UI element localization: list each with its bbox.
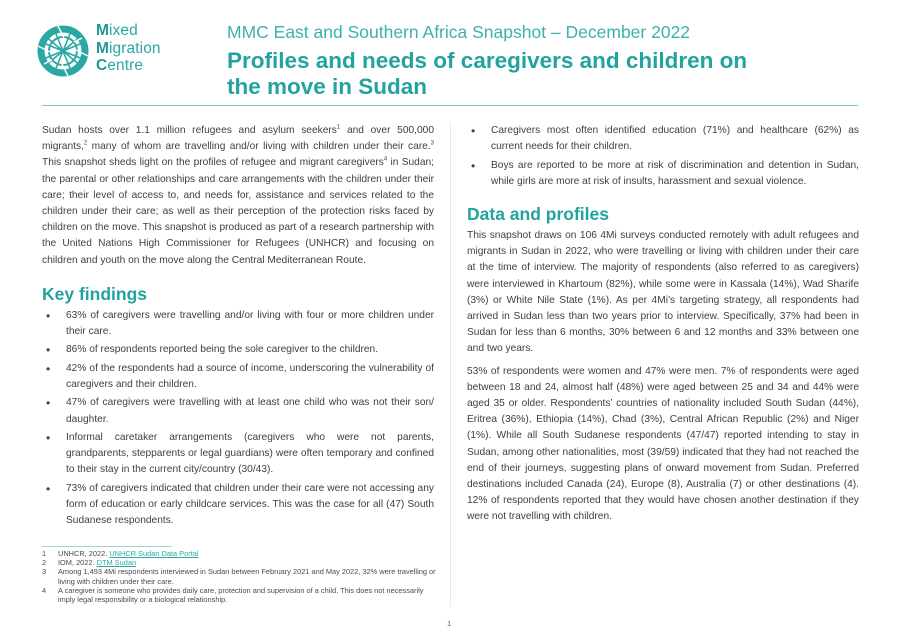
intro-text-1: Sudan hosts over 1.1 million refugees and asylum seekers [42,125,337,136]
key-findings-list [42,308,434,530]
list-item-text: 42% of the respondents had a source of income, underscoring the vulnerability of caregivers and their children. [66,362,434,391]
footnote-2 [42,558,442,567]
column-divider [450,122,451,607]
mmc-globe-logo-icon [36,24,90,78]
data-paragraph: This snapshot draws on 106 4Mi surveys conducted remotely with adult refugees and migrants in Sudan in 2022, who were travelling or living with children under their care at the time of interview. The majority of respondents (also referred to as caregivers) were interviewed in Khartoum (82%), while some were in Kassala (14%), Wad Sharife (3%) or White Nile State (1%). As per 4Mi’s targeting strategy, all respondents had arrived in Sudan less than two years prior to interview. Specifically, 37% had been in Sudan for less than 6 months, 30% between 6 and 12 months and 33% between one and two years. [467,230,859,355]
data-profiles-heading: Data and profiles [467,204,609,224]
mmc-logo [36,22,196,82]
bullet-icon: • [46,431,51,445]
bullet-icon: • [46,396,51,411]
list-item [467,158,859,190]
list-item [42,481,434,530]
footnote-text: A caregiver is someone who provides daily care, protection and supervision of a child. This does not necessarily imply legal responsibility or a biological relationship. [58,585,424,605]
list-item [42,308,434,340]
list-item-text: 63% of caregivers were travelling and/or living with four or more children under their care. [66,309,434,338]
footnote-text: Among 1,493 4Mi respondents interviewed in Sudan between February 2021 and May 2022, 32% were travelling or living with children under their care. [58,567,436,586]
intro-text-5: in Sudan; the parental or other relationships and care arrangements with the children under their care; their level of access to, and needs for, assistance and services related to the children under their care; as well as their perception of the protection risks faced by children on the move. This snapshot is produced as part of a research partnership with the United Nations High Commissioner for Refugees (UNHCR) and focusing on children and youth on the move along the Central Mediterranean Route. [42,157,434,266]
bullet-icon: • [46,308,51,323]
profiles-paragraph: 53% of respondents were women and 47% were men. 7% of respondents were aged between 18 and 24, almost half (48%) were aged between 25 and 34 and 44% were aged 35 or older. Respondents’ countries of nationality included South Sudan (44%), Eritrea (36%), Ethiopia (14%), Chad (3%), Central African Republic (2%) and Niger (1%). While all South Sudanese respondents (47/47) reported intending to stay in Sudan, among other nationalities, most (39/59) indicated that they had not reached the end of their journeys, suggesting plans of onward movement from Sudan. Preferred destinations included Canada (24), Europe (8), Australia (7) or other destinations (4). 12% of respondents reported that they would have chosen another destination if they were not travelling with children. [467,365,859,523]
list-item [42,361,434,393]
footnote-3 [42,567,442,585]
left-column [42,123,434,532]
logo-word-centre: entre [107,57,144,74]
page-header [36,18,860,104]
intro-text-3: many of whom are travelling and/or living with children under their care. [87,141,431,153]
footnote-number: 4 [42,585,47,595]
footnote-ref-1[interactable]: 1 [336,124,341,131]
right-column [467,123,859,526]
logo-word-migration: igration [109,39,161,57]
list-item [42,395,434,427]
footnote-ref-2[interactable]: 2 [83,140,88,147]
logo-initial-c: C [96,57,108,74]
footnote-ref-3[interactable]: 3 [430,140,434,147]
footnote-source: UNHCR, 2022. [58,549,110,558]
bullet-icon: • [46,361,51,376]
logo-wordmark [96,22,161,75]
list-item [42,430,434,479]
footnote-number: 3 [42,567,47,577]
list-item-text: Caregivers most often identified education (71%) and healthcare (62%) as current needs for their children. [491,125,859,153]
page-number: 1 [447,619,452,628]
list-item [467,123,859,155]
footnote-text [58,558,442,567]
footnote-source: IOM, 2022. [58,558,97,568]
dtm-sudan-link[interactable]: DTM Sudan [96,558,137,568]
intro-text-4: This snapshot sheds light on the profiles of refugee and migrant caregivers [42,157,384,169]
footnote-ref-4[interactable]: 4 [383,157,388,164]
footnote-1 [42,549,442,558]
list-item-text: 47% of caregivers were travelling with at least one child who was not their son/ daughter. [66,397,434,425]
logo-word-mixed: ixed [109,22,138,39]
key-findings-heading: Key findings [42,283,148,304]
logo-initial-m1: M [96,22,110,39]
document-title: Profiles and needs of caregivers and children on the move in Sudan [227,48,748,99]
bullet-icon: • [471,124,476,138]
list-item-text: 86% of respondents reported being the sole caregiver to the children. [66,344,379,356]
bullet-icon: • [46,343,51,358]
unhcr-data-portal-link[interactable]: UNHCR Sudan Data Portal [109,549,199,558]
footnote-text [58,549,442,558]
header-divider [42,105,858,106]
list-item [42,342,434,358]
intro-text-2: and over 500,000 migrants, [42,125,434,153]
intro-paragraph [42,123,434,269]
footnote-number: 1 [42,549,47,558]
footnote-number: 2 [42,558,47,568]
key-findings-list-continued [467,123,859,190]
logo-initial-m2: M [96,39,110,57]
document-pretitle: MMC East and Southern Africa Snapshot – December 2022 [227,22,691,42]
footnote-divider [42,546,172,547]
list-item-text: Boys are reported to be more at risk of discrimination and detention in Sudan, while girls are more at risk of insults, harassment and sexual violence. [491,159,859,187]
list-item-text: Informal caretaker arrangements (caregivers who were not parents, grandparents, stepparents or legal guardians) were often temporary and confined to their stay in the current city/country (30/43). [66,432,434,476]
footnotes [42,549,442,604]
bullet-icon: • [471,158,476,173]
bullet-icon: • [46,481,51,496]
list-item-text: 73% of caregivers indicated that children under their care were not accessing any form of education or early childcare services. This was the case for all (47) South Sudanese respondents. [66,482,434,527]
footnote-4 [42,586,442,604]
